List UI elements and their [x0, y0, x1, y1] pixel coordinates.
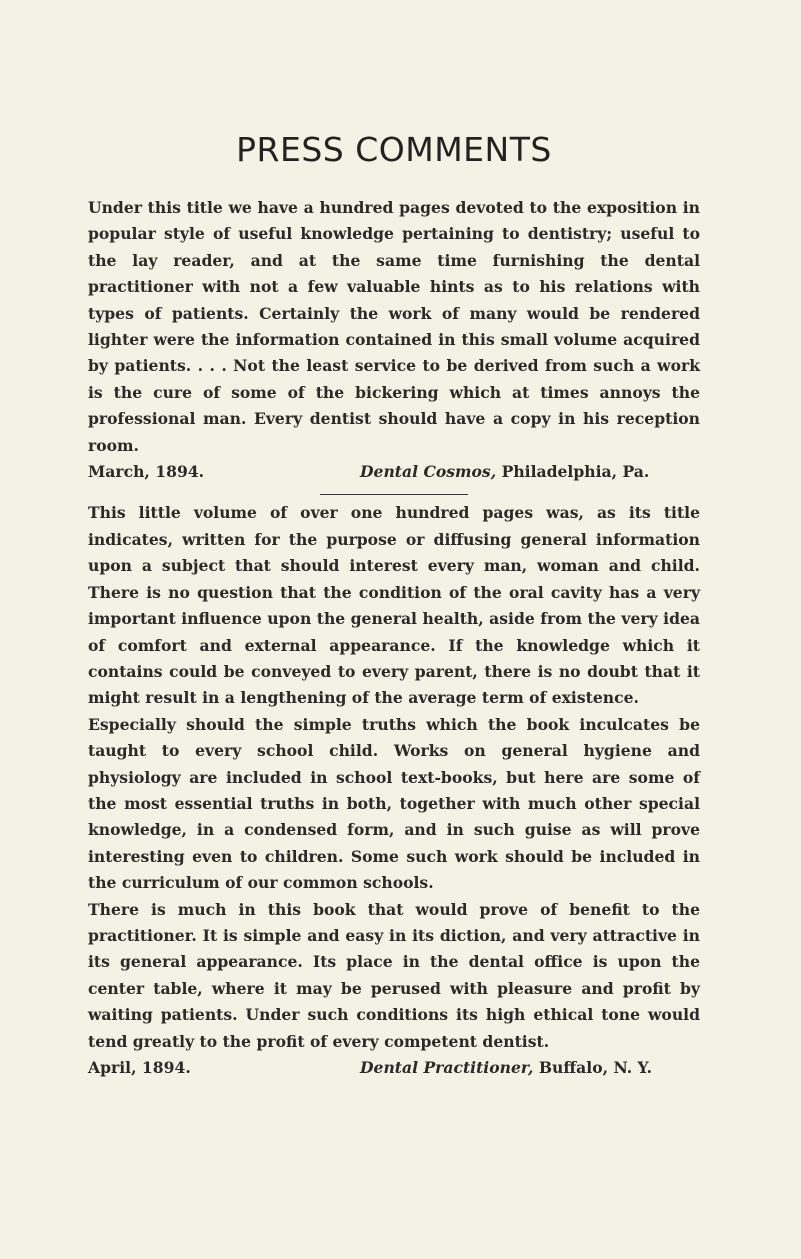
review-dental-cosmos [88, 195, 700, 485]
page-title: PRESS COMMENTS [236, 130, 552, 169]
review-paragraph: Under this title we have a hundred pages devoted to the exposition in popular style of useful knowledge pertaining to dentistry; useful to the lay reader, and at the same time furnishing the dental practitioner with not a few valuable hints as to his relations with types of patients. Certainly the work of many would be rendered lighter were the information contained in this small volume acquired by patients. . . . Not the least service to be derived from such a work is the cure of some of the bickering which at times annoys the professional man. Every dentist should have a copy in his reception room. [88, 198, 700, 455]
review-attribution [88, 1055, 700, 1081]
review-source [360, 1055, 700, 1081]
publication-place: Buffalo, N. Y. [538, 1058, 653, 1077]
review-source [360, 459, 700, 485]
publication-name: Dental Cosmos, [360, 462, 497, 482]
review-date: March, 1894. [88, 462, 205, 482]
review-attribution [88, 459, 700, 485]
review-dental-practitioner [88, 500, 700, 1081]
publication-name: Dental Practitioner, [360, 1058, 534, 1077]
review-paragraph: Especially should the simple truths which the book inculcates be taught to every school child. Works on general hygiene and physiology are included in school text-books, but here are some of the most essential truths in both, together with much other special knowledge, in a condensed form, and in such guise as will prove interesting even to children. Some such work should be included in the curriculum of our common schools. [88, 714, 700, 893]
review-date: April, 1894. [88, 1058, 191, 1077]
review-paragraph: There is much in this book that would prove of benefit to the practitioner. It is simple and easy in its diction, and very attractive in its general appearance. Its place in the dental office is upon the center table, where it may be perused with pleasure and profit by waiting patients. Under such conditions its high ethical tone would tend greatly to the profit of every competent dentist. [88, 899, 700, 1051]
publication-place: Philadelphia, Pa. [501, 462, 650, 482]
section-divider [320, 494, 468, 495]
page [88, 130, 700, 1081]
review-paragraph: This little volume of over one hundred pages was, as its title indicates, written for the purpose or diffusing general information upon a subject that should interest every man, woman and child. There is no question that the condition of the oral cavity has a very important influence upon the general health, aside from the very idea of comfort and external appearance. If the knowledge which it contains could be conveyed to every parent, there is no doubt that it might result in a lengthening of the average term of existence. [88, 503, 700, 708]
